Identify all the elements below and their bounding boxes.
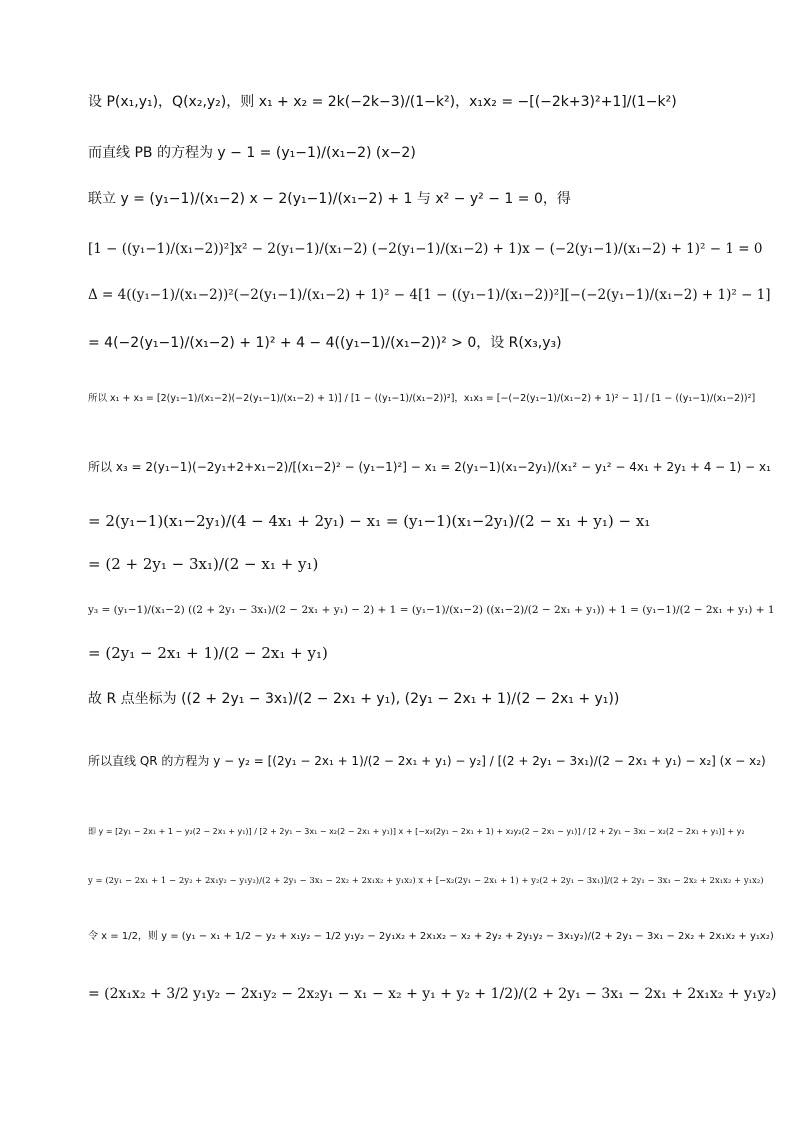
line-3: 联立 y = (y₁−1)/(x₁−2) x − 2(y₁−1)/(x₁−2) + 1 与 x² − y² − 1 = 0，得 (88, 191, 571, 207)
line-15: 即 y = [2y₁ − 2x₁ + 1 − y₂(2 − 2x₁ + y₁)] / [2 + 2y₁ − 3x₁ − x₂(2 − 2x₁ + y₁)] x + [−x₂(2y₁ − 2x₁ + 1) + x₂y₂(2 − 2x₁ − y₁)] / [2 + 2y₁ − 3x₁ − x₂(2 − 2x₁ + y₁)] + y₂ (88, 827, 745, 836)
line-17: 令 x = 1/2，则 y = (y₁ − x₁ + 1/2 − y₂ + x₁y₂ − 1/2 y₁y₂ − 2y₁x₂ + 2x₁x₂ − x₂ + 2y₂ + 2y₁y₂ − 3x₁y₂)/(2 + 2y₁ − 3x₁ − 2x₂ + 2x₁x₂ + y₁x₂) (88, 931, 774, 942)
line-1: 设 P(x₁,y₁)，Q(x₂,y₂)，则 x₁ + x₂ = 2k(−2k−3)/(1−k²)，x₁x₂ = −[(−2k+3)²+1]/(1−k²) (88, 94, 677, 110)
line-14: 所以直线 QR 的方程为 y − y₂ = [(2y₁ − 2x₁ + 1)/(2 − 2x₁ + y₁) − y₂] / [(2 + 2y₁ − 3x₁)/(2 − 2x₁ + y₁) − x₂] (x − x₂) (88, 754, 766, 768)
line-10: = (2 + 2y₁ − 3x₁)/(2 − x₁ + y₁) (88, 555, 319, 573)
line-7: 所以 x₁ + x₃ = [2(y₁−1)/(x₁−2)(−2(y₁−1)/(x₁−2) + 1)] / [1 − ((y₁−1)/(x₁−2))²]，x₁x₃ = [−(−2(y₁−1)/(x₁−2) + 1)² − 1] / [1 − ((y₁−1)/(x₁−2))²] (88, 393, 756, 404)
line-12: = (2y₁ − 2x₁ + 1)/(2 − 2x₁ + y₁) (88, 644, 328, 662)
line-11: y₃ = (y₁−1)/(x₁−2) ((2 + 2y₁ − 3x₁)/(2 − 2x₁ + y₁) − 2) + 1 = (y₁−1)/(x₁−2) ((x₁−2)/(2 − 2x₁ + y₁)) + 1 = (y₁−1)/(2 − 2x₁ + y₁) + 1 (88, 604, 775, 616)
line-8: 所以 x₃ = 2(y₁−1)(−2y₁+2+x₁−2)/[(x₁−2)² − (y₁−1)²] − x₁ = 2(y₁−1)(x₁−2y₁)/(x₁² − y₁² − 4x₁ + 2y₁ + 4 − 1) − x₁ (88, 460, 771, 474)
line-16: y = (2y₁ − 2x₁ + 1 − 2y₂ + 2x₁y₂ − y₁y₂)/(2 + 2y₁ − 3x₁ − 2x₂ + 2x₁x₂ + y₁x₂) x + [−x₂(2y₁ − 2x₁ + 1) + y₂(2 + 2y₁ − 3x₁)]/(2 + 2y₁ − 3x₁ − 2x₂ + 2x₁x₂ + y₁x₂) (88, 876, 764, 886)
line-6: = 4(−2(y₁−1)/(x₁−2) + 1)² + 4 − 4((y₁−1)/(x₁−2))² > 0，设 R(x₃,y₃) (88, 335, 562, 351)
line-5: Δ = 4((y₁−1)/(x₁−2))²(−2(y₁−1)/(x₁−2) + 1)² − 4[1 − ((y₁−1)/(x₁−2))²][−(−2(y₁−1)/(x₁−2) + 1)² − 1] (88, 287, 771, 303)
line-13: 故 R 点坐标为 ((2 + 2y₁ − 3x₁)/(2 − 2x₁ + y₁), (2y₁ − 2x₁ + 1)/(2 − 2x₁ + y₁)) (88, 691, 620, 707)
line-18: = (2x₁x₂ + 3/2 y₁y₂ − 2x₁y₂ − 2x₂y₁ − x₁ − x₂ + y₁ + y₂ + 1/2)/(2 + 2y₁ − 3x₁ − 2x₁ + 2x₁x₂ + y₁y₂) (88, 986, 777, 1002)
line-2: 而直线 PB 的方程为 y − 1 = (y₁−1)/(x₁−2) (x−2) (88, 145, 416, 161)
line-9: = 2(y₁−1)(x₁−2y₁)/(4 − 4x₁ + 2y₁) − x₁ = (y₁−1)(x₁−2y₁)/(2 − x₁ + y₁) − x₁ (88, 512, 651, 530)
line-4: [1 − ((y₁−1)/(x₁−2))²]x² − 2(y₁−1)/(x₁−2) (−2(y₁−1)/(x₁−2) + 1)x − (−2(y₁−1)/(x₁−2) + 1)² − 1 = 0 (88, 241, 763, 257)
